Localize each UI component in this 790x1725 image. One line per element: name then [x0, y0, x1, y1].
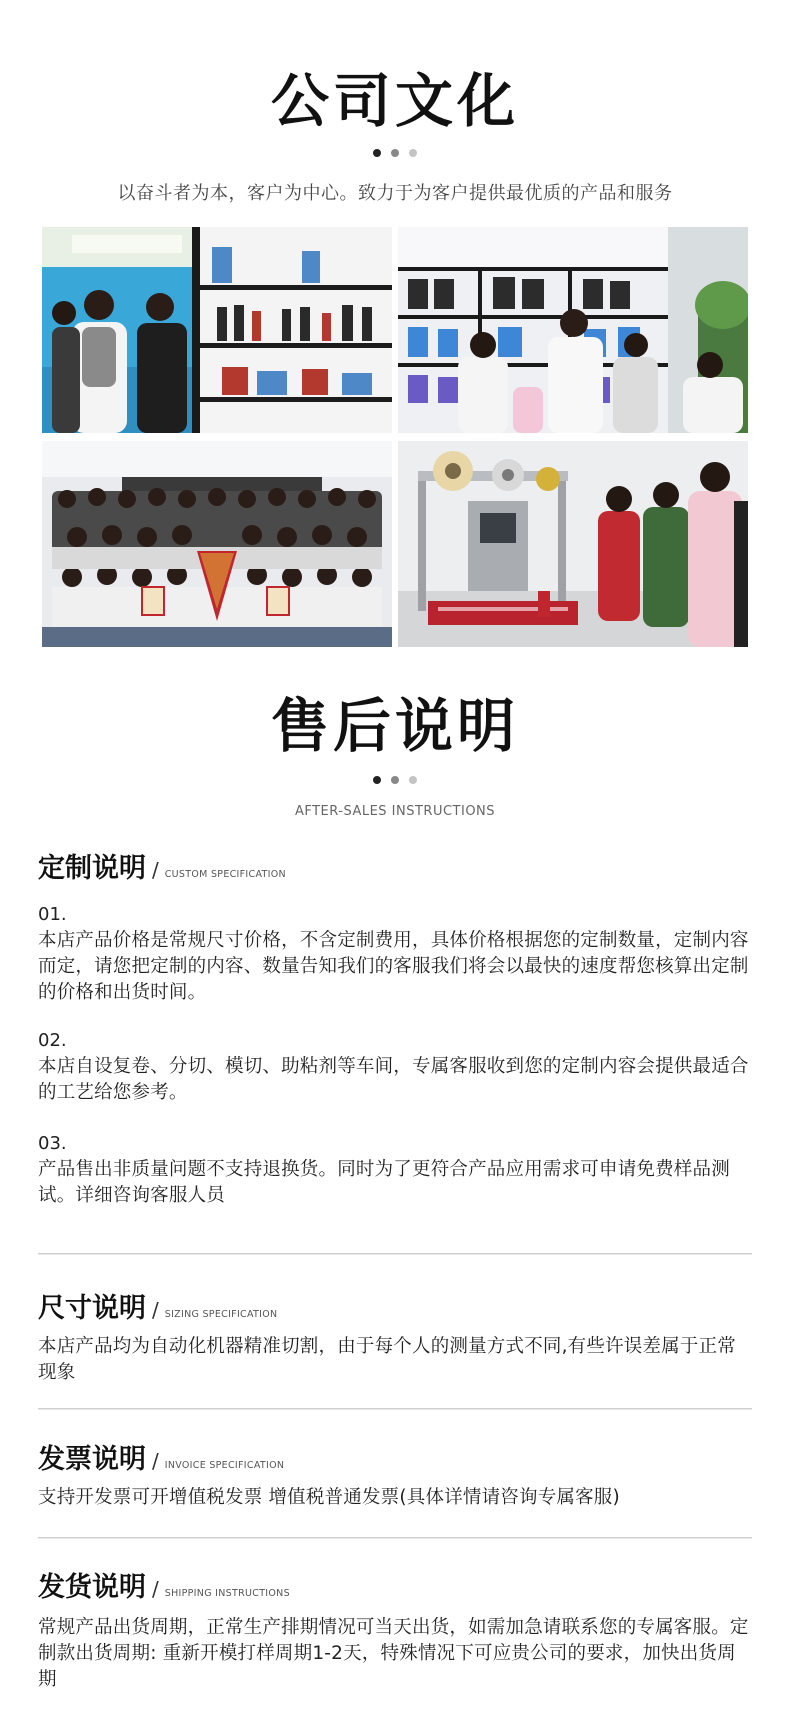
dot-dark [373, 776, 381, 784]
custom-heading [38, 846, 752, 886]
shipping-heading [38, 1565, 752, 1605]
custom-slash: / [152, 858, 159, 882]
shipping-slash: / [152, 1577, 159, 1601]
sizing-slash: / [152, 1298, 159, 1322]
shipping-title-en: SHIPPING INSTRUCTIONS [164, 1588, 290, 1599]
dot-light [409, 776, 417, 784]
sizing-section [38, 1286, 752, 1386]
photo-team-group [42, 441, 392, 647]
shipping-section [38, 1565, 752, 1715]
photo-exhibition-booth [42, 227, 392, 433]
aftersales-subtitle: AFTER-SALES INSTRUCTIONS [294, 804, 496, 819]
dot-light [409, 149, 417, 157]
dot-mid [391, 149, 399, 157]
photo-production-machine [398, 441, 748, 647]
custom-item-3-text: 产品售出非质量问题不支持退换货。同时为了更符合产品应用需求可申请免费样品测试。详细咨询客服人员 [38, 1159, 730, 1206]
aftersales-title: 售后说明 [270, 692, 519, 760]
dot-dark [373, 149, 381, 157]
custom-item-1 [38, 902, 752, 1006]
invoice-text: 支持开发票可开增值税发票 增值税普通发票(具体详情请咨询专属客服) [38, 1487, 620, 1508]
invoice-section [38, 1437, 752, 1517]
dot-mid [391, 776, 399, 784]
sizing-heading [38, 1286, 752, 1326]
sizing-title-en: SIZING SPECIFICATION [164, 1309, 278, 1320]
invoice-slash: / [152, 1449, 159, 1473]
invoice-title: 发票说明 [38, 1444, 146, 1475]
culture-title: 公司文化 [270, 67, 519, 135]
custom-section [38, 846, 752, 1216]
sizing-text: 本店产品均为自动化机器精准切割，由于每个人的测量方式不同,有些许误差属于正常现象 [38, 1336, 736, 1383]
shipping-title: 发货说明 [38, 1572, 146, 1603]
custom-item-3 [38, 1131, 752, 1209]
sizing-title: 尺寸说明 [38, 1293, 146, 1324]
custom-item-2-text: 本店自设复卷、分切、模切、助粘剂等车间，专属客服收到您的定制内容会提供最适合的工艺给您参考。 [38, 1056, 749, 1103]
custom-item-1-number: 01. [38, 904, 67, 925]
culture-dots [0, 149, 790, 157]
section-divider [38, 1253, 752, 1255]
invoice-title-en: INVOICE SPECIFICATION [164, 1460, 285, 1471]
culture-photo-grid [42, 227, 748, 647]
section-divider [38, 1408, 752, 1410]
shipping-text: 常规产品出货周期，正常生产排期情况可当天出货，如需加急请联系您的专属客服。定制款出货周期: 重新开模打样周期1-2天，特殊情况下可应贵公司的要求，加快出货周期 [38, 1617, 749, 1690]
section-divider [38, 1537, 752, 1539]
custom-item-1-text: 本店产品价格是常规尺寸价格，不含定制费用，具体价格根据您的定制数量，定制内容而定，请您把定制的内容、数量告知我们的客服我们将会以最快的速度帮您核算出定制的价格和出货时间。 [38, 930, 749, 1003]
culture-slogan: 以奋斗者为本，客户为中心。致力于为客户提供最优质的产品和服务 [117, 183, 673, 204]
invoice-heading [38, 1437, 752, 1477]
photo-showroom [398, 227, 748, 433]
custom-item-2 [38, 1028, 752, 1106]
aftersales-dots [0, 776, 790, 784]
custom-title-en: CUSTOM SPECIFICATION [164, 869, 286, 880]
custom-item-2-number: 02. [38, 1030, 67, 1051]
custom-item-3-number: 03. [38, 1133, 67, 1154]
custom-title: 定制说明 [38, 853, 146, 884]
